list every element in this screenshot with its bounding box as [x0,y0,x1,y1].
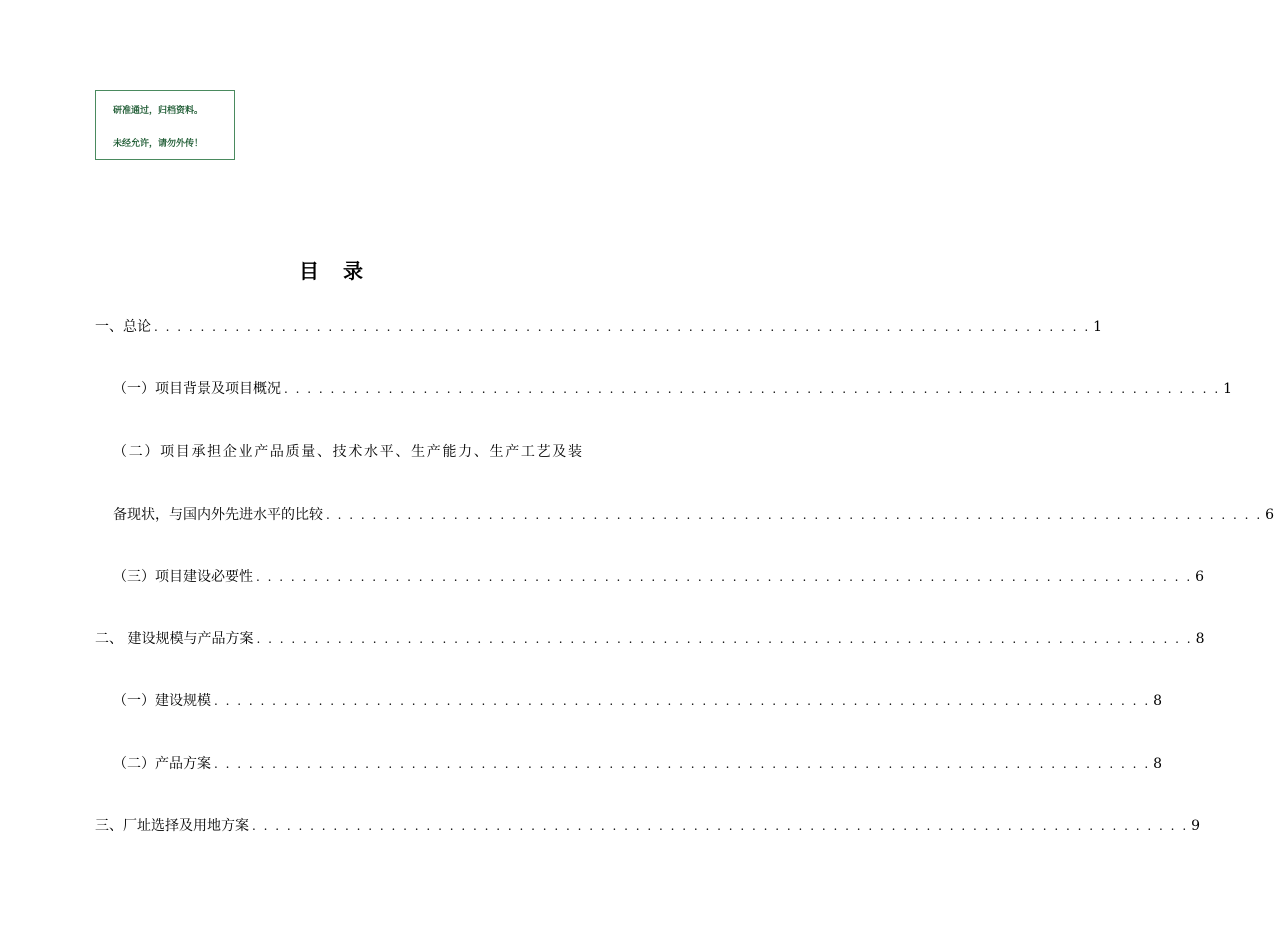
toc-entry-wrapped-line[interactable]: （二）项目承担企业产品质量、技术水平、生产能力、生产工艺及装 [113,444,582,460]
notice-line-restricted: 未经允许，请勿外传！ [113,139,204,149]
toc-leader-dots: . . . . . . . . . . . . . . . . . . . . . . . . . . . . . . . . . . . . . . . . . . . . . . . . . . . . . . . . . . . . . . . . . . . . . . . . . . . . . . . . . [214,694,1151,708]
toc-entry-text: （一）建设规模 [113,693,211,709]
toc-entry[interactable] [95,630,1205,648]
toc-entry-page: 1 [1093,319,1103,335]
toc-leader-dots: . . . . . . . . . . . . . . . . . . . . . . . . . . . . . . . . . . . . . . . . . . . . . . . . . . . . . . . . . . . . . . . . . . . . . . . . . . . . . . . . . [284,382,1221,396]
toc-entry[interactable] [113,692,1163,710]
toc-entry-text: 二、 建设规模与产品方案 [95,631,254,647]
confidential-notice-box [95,90,235,160]
toc-leader-dots: . . . . . . . . . . . . . . . . . . . . . . . . . . . . . . . . . . . . . . . . . . . . . . . . . . . . . . . . . . . . . . . . . . . . . . . . . . . . . . . . . [154,320,1091,334]
toc-entry-page: 1 [1223,381,1233,397]
toc-leader-dots: . . . . . . . . . . . . . . . . . . . . . . . . . . . . . . . . . . . . . . . . . . . . . . . . . . . . . . . . . . . . . . . . . . . . . . . . . . . . . . . . . [214,757,1151,771]
toc-entry[interactable] [113,506,1274,524]
notice-line-approved: 研准通过，归档资料。 [113,106,204,116]
toc-entry-page: 8 [1195,631,1205,647]
toc-entry-page: 8 [1153,693,1163,709]
toc-leader-dots: . . . . . . . . . . . . . . . . . . . . . . . . . . . . . . . . . . . . . . . . . . . . . . . . . . . . . . . . . . . . . . . . . . . . . . . . . . . . . . . . . [256,632,1193,646]
toc-leader-dots: . . . . . . . . . . . . . . . . . . . . . . . . . . . . . . . . . . . . . . . . . . . . . . . . . . . . . . . . . . . . . . . . . . . . . . . . . . . . . . . . . [256,570,1193,584]
toc-entry-page: 6 [1265,507,1274,523]
toc-entry-page: 6 [1195,569,1205,585]
toc-entry[interactable] [113,755,1163,773]
toc-entry[interactable] [95,318,1103,336]
toc-entry-page: 8 [1153,756,1163,772]
toc-entry[interactable] [113,380,1233,398]
toc-entry-text: 三、厂址选择及用地方案 [95,818,249,834]
toc-entry-text: 备现状，与国内外先进水平的比较 [113,507,323,523]
toc-leader-dots: . . . . . . . . . . . . . . . . . . . . . . . . . . . . . . . . . . . . . . . . . . . . . . . . . . . . . . . . . . . . . . . . . . . . . . . . . . . . . . . . . [252,819,1189,833]
toc-entry[interactable] [95,817,1201,835]
toc-entry[interactable] [113,568,1205,586]
toc-entry-text: （一）项目背景及项目概况 [113,381,281,397]
toc-entry-text: 一、总论 [95,319,151,335]
toc-entry-text: （二）产品方案 [113,756,211,772]
toc-leader-dots: . . . . . . . . . . . . . . . . . . . . . . . . . . . . . . . . . . . . . . . . . . . . . . . . . . . . . . . . . . . . . . . . . . . . . . . . . . . . . . . . . [326,508,1263,522]
toc-entry-page: 9 [1191,818,1201,834]
toc-entry-text: （三）项目建设必要性 [113,569,253,585]
toc-title: 目录 [299,259,387,283]
